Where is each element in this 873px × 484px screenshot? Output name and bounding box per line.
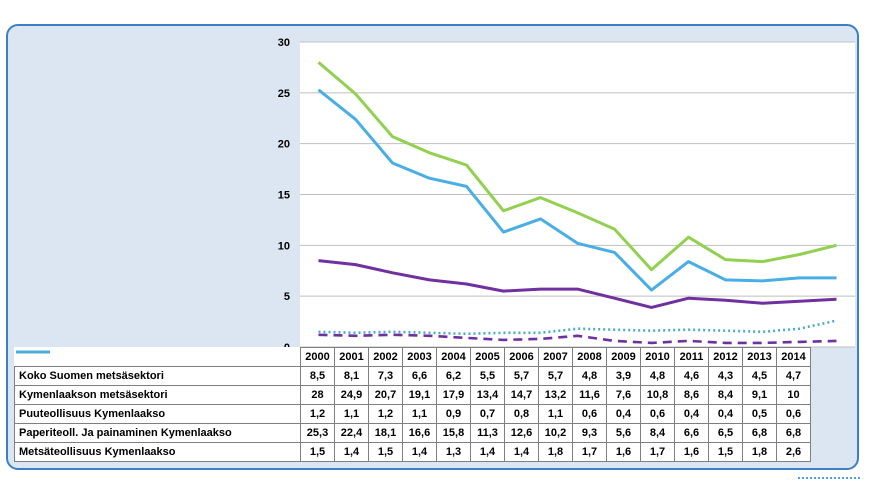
data-label: 28 xyxy=(301,386,335,405)
data-label: 25,3 xyxy=(301,424,335,443)
data-label: 19,1 xyxy=(403,386,437,405)
year-header-row xyxy=(15,348,811,367)
data-label: 1,4 xyxy=(403,443,437,462)
data-label: 8,4 xyxy=(709,386,743,405)
legend-entry xyxy=(15,443,301,462)
data-label: 3,9 xyxy=(607,367,641,386)
data-label: 4,5 xyxy=(743,367,777,386)
data-table xyxy=(14,347,811,462)
data-label: 0,4 xyxy=(607,405,641,424)
data-label: 0,7 xyxy=(471,405,505,424)
table-corner xyxy=(15,348,301,367)
data-label: 20,7 xyxy=(369,386,403,405)
data-label: 6,8 xyxy=(743,424,777,443)
x-tick-label: 2002 xyxy=(369,348,403,367)
data-label: 1,5 xyxy=(369,443,403,462)
x-tick-label: 2009 xyxy=(607,348,641,367)
data-label: 5,6 xyxy=(607,424,641,443)
data-label: 0,9 xyxy=(437,405,471,424)
data-label: 0,4 xyxy=(709,405,743,424)
data-label: 18,1 xyxy=(369,424,403,443)
x-tick-label: 2007 xyxy=(539,348,573,367)
legend-label: Metsäteollisuus Kymenlaakso xyxy=(19,446,176,458)
data-label: 17,9 xyxy=(437,386,471,405)
series-line-3 xyxy=(319,335,837,343)
data-label: 22,4 xyxy=(335,424,369,443)
data-label: 9,3 xyxy=(573,424,607,443)
data-label: 24,9 xyxy=(335,386,369,405)
y-tick-label: 15 xyxy=(277,189,290,202)
data-label: 14,7 xyxy=(505,386,539,405)
data-label: 2,6 xyxy=(777,443,811,462)
legend-label: Puuteollisuus Kymenlaakso xyxy=(19,408,166,420)
x-tick-label: 2005 xyxy=(471,348,505,367)
data-label: 0,8 xyxy=(505,405,539,424)
table-row xyxy=(15,367,811,386)
data-label: 11,6 xyxy=(573,386,607,405)
data-label: 1,4 xyxy=(505,443,539,462)
data-label: 0,6 xyxy=(573,405,607,424)
data-label: 1,7 xyxy=(573,443,607,462)
data-label: 8,5 xyxy=(301,367,335,386)
legend-swatch xyxy=(15,348,51,356)
data-label: 1,1 xyxy=(335,405,369,424)
x-tick-label: 2008 xyxy=(573,348,607,367)
y-tick-label: 25 xyxy=(277,87,290,100)
y-tick-label: 5 xyxy=(283,291,290,304)
data-label: 4,7 xyxy=(777,367,811,386)
data-label: 0,4 xyxy=(675,405,709,424)
legend-entry xyxy=(15,367,301,386)
legend-entry xyxy=(15,405,301,424)
data-label: 6,6 xyxy=(403,367,437,386)
table-row xyxy=(15,443,811,462)
data-label: 5,7 xyxy=(539,367,573,386)
x-tick-label: 2003 xyxy=(403,348,437,367)
x-tick-label: 2004 xyxy=(437,348,471,367)
data-label: 4,8 xyxy=(641,367,675,386)
x-tick-label: 2011 xyxy=(675,348,709,367)
data-label: 9,1 xyxy=(743,386,777,405)
legend-label: Kymenlaakson metsäsektori xyxy=(19,389,168,401)
y-tick-label: 30 xyxy=(277,37,290,49)
data-label: 4,3 xyxy=(709,367,743,386)
x-tick-label: 2001 xyxy=(335,348,369,367)
data-label: 16,6 xyxy=(403,424,437,443)
data-label: 10,2 xyxy=(539,424,573,443)
data-label: 1,1 xyxy=(539,405,573,424)
legend-label: Koko Suomen metsäsektori xyxy=(19,370,164,382)
data-label: 1,5 xyxy=(709,443,743,462)
y-tick-label: 10 xyxy=(277,240,290,253)
data-label: 5,5 xyxy=(471,367,505,386)
x-tick-label: 2012 xyxy=(709,348,743,367)
data-label: 4,6 xyxy=(675,367,709,386)
data-label: 1,7 xyxy=(641,443,675,462)
data-label: 1,6 xyxy=(607,443,641,462)
data-label: 1,4 xyxy=(471,443,505,462)
x-tick-label: 2013 xyxy=(743,348,777,367)
series-line-5 xyxy=(319,321,837,334)
legend-label: Paperiteoll. Ja painaminen Kymenlaakso xyxy=(19,427,232,439)
data-label: 1,1 xyxy=(403,405,437,424)
data-label: 7,3 xyxy=(369,367,403,386)
data-label: 0,6 xyxy=(641,405,675,424)
data-label: 11,3 xyxy=(471,424,505,443)
table-row xyxy=(15,386,811,405)
data-label: 1,3 xyxy=(437,443,471,462)
x-tick-label: 2010 xyxy=(641,348,675,367)
data-label: 10,8 xyxy=(641,386,675,405)
table-row xyxy=(15,405,811,424)
data-label: 5,7 xyxy=(505,367,539,386)
x-tick-label: 2006 xyxy=(505,348,539,367)
data-label: 1,5 xyxy=(301,443,335,462)
x-tick-label: 2014 xyxy=(777,348,811,367)
data-label: 6,2 xyxy=(437,367,471,386)
data-label: 1,4 xyxy=(335,443,369,462)
data-label: 15,8 xyxy=(437,424,471,443)
decorative-dotted-line xyxy=(798,477,860,479)
data-label: 13,2 xyxy=(539,386,573,405)
data-label: 0,6 xyxy=(777,405,811,424)
table-row xyxy=(15,424,811,443)
data-label: 1,6 xyxy=(675,443,709,462)
data-label: 7,6 xyxy=(607,386,641,405)
data-label: 1,8 xyxy=(539,443,573,462)
series-line-1 xyxy=(319,261,837,308)
data-label: 6,5 xyxy=(709,424,743,443)
data-label: 8,1 xyxy=(335,367,369,386)
y-tick-label: 20 xyxy=(277,138,290,151)
data-label: 12,6 xyxy=(505,424,539,443)
data-label: 1,8 xyxy=(743,443,777,462)
data-label: 4,8 xyxy=(573,367,607,386)
data-label: 13,4 xyxy=(471,386,505,405)
legend-entry xyxy=(15,386,301,405)
x-tick-label: 2000 xyxy=(301,348,335,367)
data-label: 1,2 xyxy=(369,405,403,424)
data-label: 1,2 xyxy=(301,405,335,424)
data-label: 8,6 xyxy=(675,386,709,405)
data-label: 8,4 xyxy=(641,424,675,443)
legend-entry xyxy=(15,424,301,443)
data-label: 10 xyxy=(777,386,811,405)
data-label: 0,5 xyxy=(743,405,777,424)
data-label: 6,6 xyxy=(675,424,709,443)
data-label: 6,8 xyxy=(777,424,811,443)
